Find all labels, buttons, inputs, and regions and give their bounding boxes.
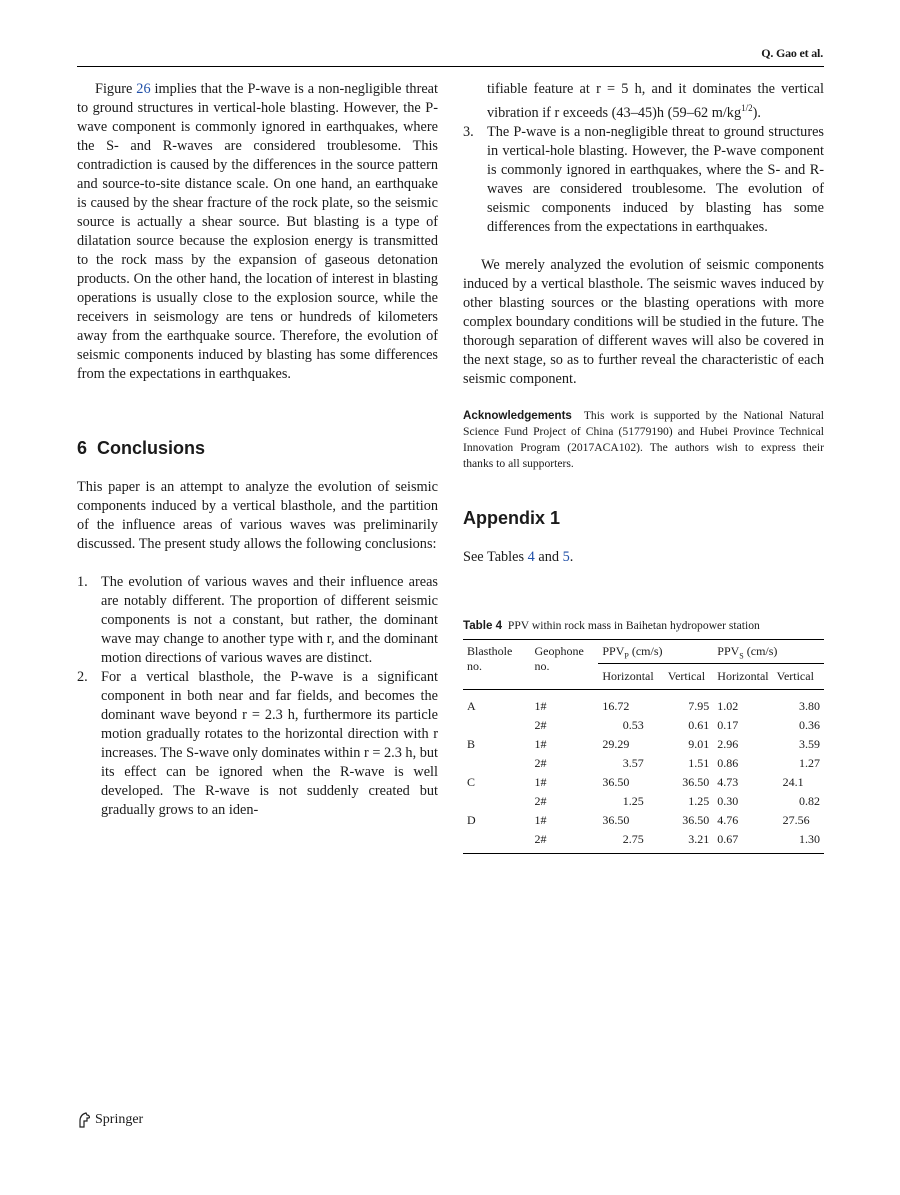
table-4 — [463, 639, 824, 854]
table-row: D 1# 36.50 36.50 4.76 27.56 — [467, 813, 810, 828]
table-caption-text: PPV within rock mass in Baihetan hydropower station — [507, 618, 760, 632]
paragraph-conclusions-intro: This paper is an attempt to analyze the evolution of seismic components induced by a vertical blasthole, and the partition of the influence areas of various waves was preliminarily discussed. The present study allows the following conclusions: — [77, 479, 438, 552]
appendix-heading: Appendix 1 — [463, 507, 561, 528]
publisher-name: Springer — [95, 1112, 144, 1127]
section-number: 6 — [77, 438, 88, 458]
item-text: The P-wave is a non-negligible threat to ground structures in vertical-hole blasting. However, the P-wave component is commonly ignored in earthquakes, where the S- and R-waves are considered troublesome. The evolution of seismic components induced by blasting has some differences from the expectations in earthquakes. — [487, 123, 824, 235]
section-heading-conclusions — [77, 438, 438, 459]
table-row: 2# 0.53 0.61 0.17 0.36 — [534, 718, 820, 733]
item2-cont-text: tifiable feature at r = 5 h, and it dominates the vertical vibration if r exceeds (43–45)h (59–62 m/kg — [487, 81, 824, 121]
appendix-text: See Tables 4 and 5. — [463, 548, 574, 565]
col-header-blasthole: Blasthole no. — [463, 639, 531, 689]
conclusion-item-2 — [77, 668, 438, 820]
item-text: For a vertical blasthole, the P-wave is a significant component in both near and far fields, and becomes the dominant wave beyond r = 2.3 h, furthermore its particle motion gradually rotates to the horizontal direction with r increases. The S-wave only dominates within r = 2.3 h, but its effect can be ignored when the R-wave is well developed. The R-wave is not suddenly created but gradually grows to an iden- — [101, 669, 438, 818]
figure-26-link[interactable]: 26 — [136, 81, 151, 97]
sub-header-vertical: Vertical — [664, 664, 714, 690]
para1-pre: Figure — [95, 81, 137, 97]
item2-cont-superscript: 1/2 — [741, 103, 753, 113]
table-4-caption — [463, 619, 824, 632]
springer-horse-icon — [77, 1112, 91, 1128]
para1-post: implies that the P-wave is a non-negligible threat to ground structures in vertical-hole blasting. However, the P-wave component is commonly ignored in earthquakes, where the S- and R-waves are considered troublesome. This contradiction is caused by the differences in the source pattern and source-to-site distance scale. On one hand, an earthquake is caused by the shear fracture of the rock plate, so the seismic source is actually a shear source. But blasting is a type of dilatation source because the explosion energy is transmitted to the rock mass by the expansion of gaseous detonation products. On the other hand, the location of interest in blasting operations is usually close to the explosion source, while the receivers in seismology are tens or hundreds of kilometers away from the earthquake source. Therefore, the evolution of seismic components induced by blasting has some differences from the expectations in earthquakes. — [77, 81, 438, 382]
table-row: 2# 3.57 1.51 0.86 1.27 — [534, 756, 820, 771]
acknowledgements — [463, 408, 824, 472]
sub-header-horizontal: Horizontal — [598, 664, 663, 690]
item-number: 1. — [77, 574, 88, 590]
running-head: Q. Gao et al. — [761, 46, 823, 60]
table-row: B 1# 29.29 9.01 2.96 3.59 — [467, 737, 820, 752]
acknowledgements-title: Acknowledgements — [463, 408, 572, 422]
conclusion-item-1 — [77, 573, 438, 668]
table-4-link[interactable]: 4 — [527, 548, 535, 565]
table-row: C 1# 36.50 36.50 4.73 24.1 — [467, 775, 804, 790]
item-text: The evolution of various waves and their influence areas are notably different. The proportion of different seismic components is not a constant, but rather, the dominant wave may change to another type with r, and the dominant motion directions of various waves are distinct. — [101, 574, 438, 666]
header-rule — [77, 66, 824, 67]
table-row: 2# 1.25 1.25 0.30 0.82 — [534, 794, 820, 809]
page-footer — [77, 1112, 143, 1128]
conclusion-item-2-continued — [463, 80, 824, 123]
right-column — [463, 80, 824, 854]
item-number: 2. — [77, 669, 88, 685]
table-row: 2# 2.75 3.21 0.67 1.30 — [463, 830, 824, 854]
table-5-link[interactable]: 5 — [562, 548, 570, 565]
conclusion-item-3 — [463, 123, 824, 237]
table-row: A 1# 16.72 7.95 1.02 3.80 — [467, 699, 820, 714]
paragraph-figure-26 — [77, 80, 438, 384]
acknowledgements-text: This work is supported by the National Natural Science Fund Project of China (51779190) and Hubei Province Technical Innovation Program (2017ACA102). The authors wish to express their thanks to all supporters. — [463, 408, 824, 470]
left-column — [77, 80, 438, 820]
paragraph-future-work: We merely analyzed the evolution of seismic components induced by a vertical blasthole. The seismic waves induced by other blasting sources or the blasting operations with more complex boundary conditions will be studied in the future. The thorough separation of different waves will also be covered in the next stage, so as to further reveal the characteristic of each seismic component. — [463, 256, 824, 387]
sub-header-horizontal: Horizontal — [713, 664, 772, 690]
item-number: 3. — [463, 123, 474, 140]
col-header-ppvp: $PPV_P$ (cm/s) — [598, 639, 713, 663]
sub-header-vertical: Vertical — [773, 664, 824, 690]
table-label: Table 4 — [463, 618, 503, 632]
col-header-ppvs: $PPV_S$ (cm/s) — [713, 639, 824, 663]
section-title: Conclusions — [97, 438, 206, 458]
col-header-geophone: Geophone no. — [531, 639, 599, 689]
item2-cont-end: ). — [752, 104, 761, 121]
